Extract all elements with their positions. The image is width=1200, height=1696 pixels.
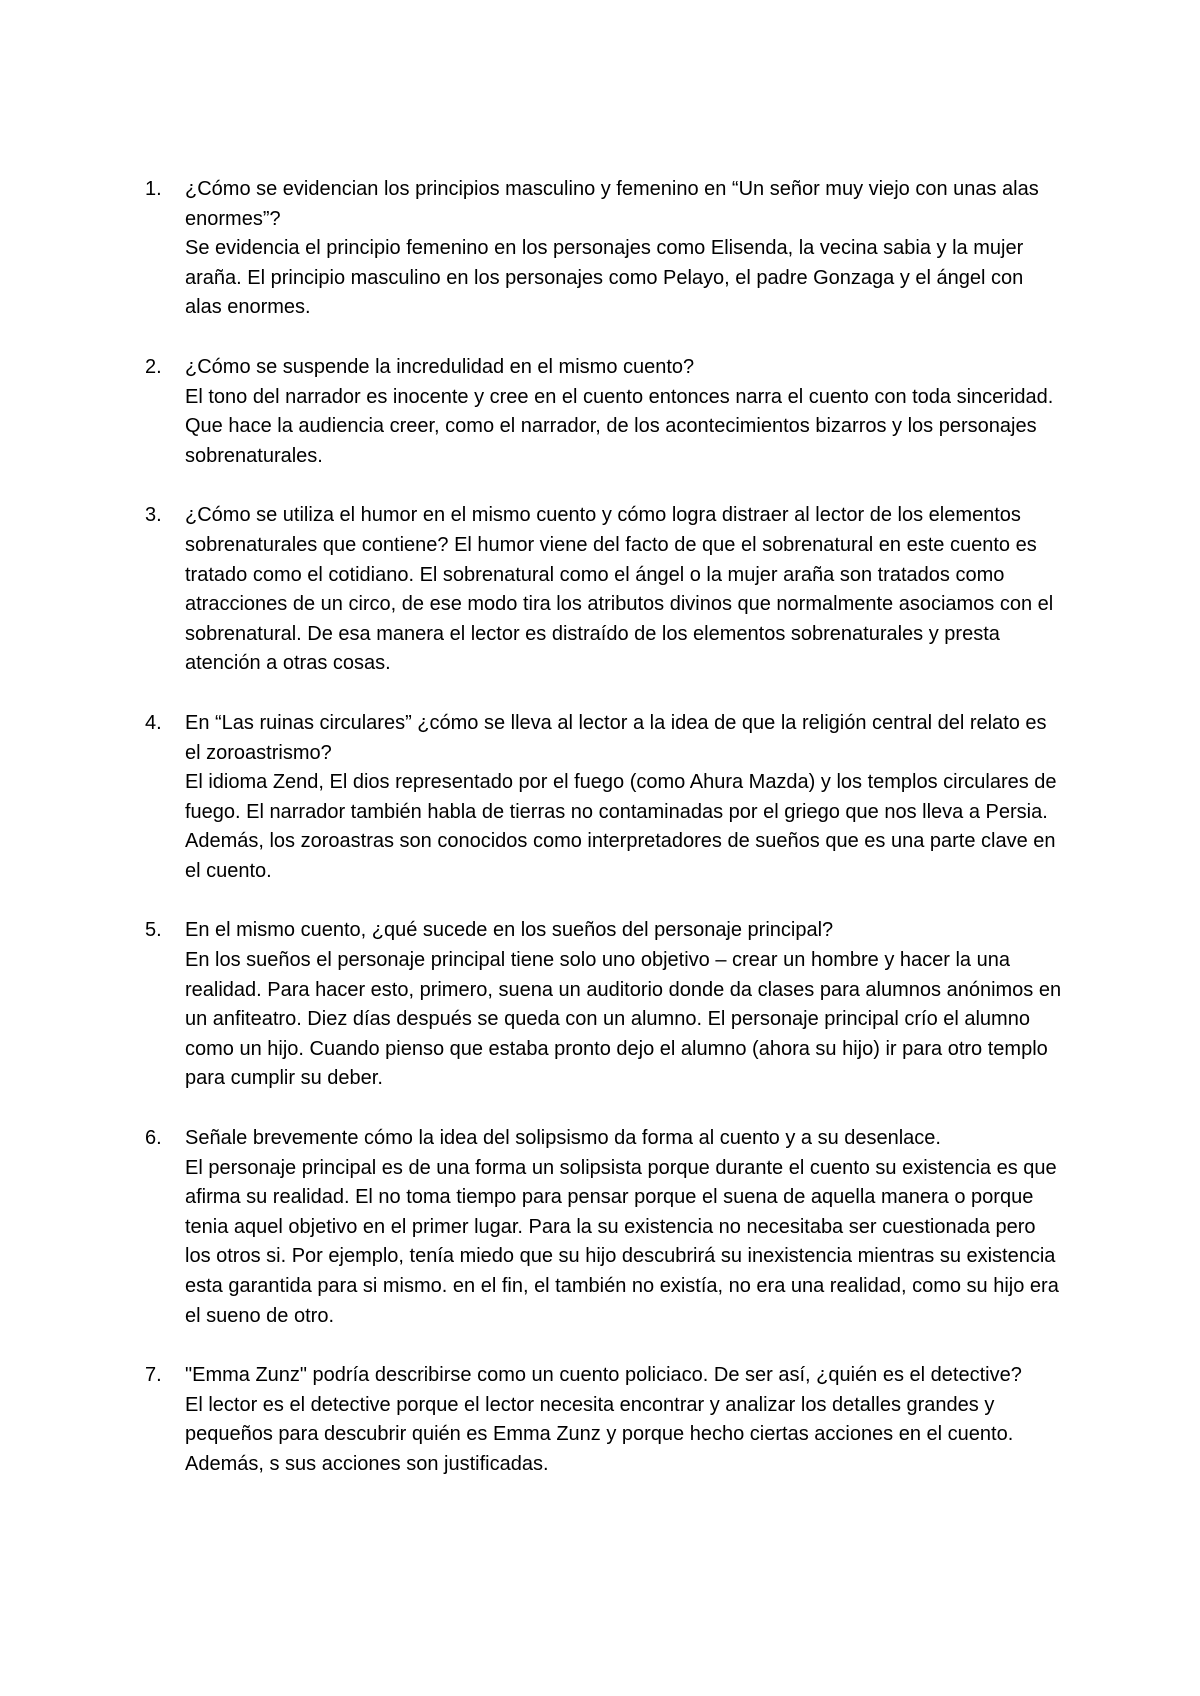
question-text: En el mismo cuento, ¿qué sucede en los sueños del personaje principal? xyxy=(185,919,834,942)
question-text: En “Las ruinas circulares” ¿cómo se lleva al lector a la idea de que la religión central del relato es el zoroastrismo? xyxy=(185,711,1047,764)
question-answer-list xyxy=(145,175,1065,1510)
list-item xyxy=(145,916,1065,1094)
question-text: ¿Cómo se evidencian los principios masculino y femenino en “Un señor muy viejo con unas alas enormes”? xyxy=(185,178,1039,230)
question-text: ¿Cómo se suspende la incredulidad en el mismo cuento? xyxy=(185,355,695,378)
item-number: 2. xyxy=(145,355,162,378)
answer-text: El lector es el detective porque el lector necesita encontrar y analizar los detalles grandes y pequeños para descubrir quién es Emma Zunz y porque hecho ciertas acciones en el cuento. Además, s sus acciones son justificadas. xyxy=(185,1393,1014,1475)
item-number: 1. xyxy=(145,178,162,200)
answer-text: En los sueños el personaje principal tiene solo uno objetivo – crear un hombre y hacer la una realidad. Para hacer esto, primero, suena un auditorio donde da clases para alumnos anónimos en un anfiteatro. Diez días después se queda con un alumno. El personaje principal crío el alumno como un hijo. Cuando pienso que estaba pronto dejo el alumno (ahora su hijo) ir para otro templo para cumplir su deber. xyxy=(185,949,1062,1090)
question-text: Señale brevemente cómo la idea del solipsismo da forma al cuento y a su desenlace. xyxy=(185,1127,941,1150)
item-number: 7. xyxy=(145,1364,162,1387)
answer-text: El personaje principal es de una forma un solipsista porque durante el cuento su existencia es que afirma su realidad. El no toma tiempo para pensar porque el suena de aquella manera o porque tenia aquel objetivo en el primer lugar. Para la su existencia no necesitaba ser cuestionada pero los otros si. Por ejemplo, tenía miedo que su hijo descubrirá su inexistencia mientras su existencia esta garantida para si mismo. en el fin, el también no existía, no era una realidad, como su hijo era el sueno de otro. xyxy=(185,1156,1059,1327)
question-answer-paragraph xyxy=(185,504,1053,674)
answer-text: Se evidencia el principio femenino en los personajes como Elisenda, la vecina sabia y la mujer araña. El principio masculino en los personajes como Pelayo, el padre Gonzaga y el ángel con alas enormes. xyxy=(185,237,1024,319)
list-item xyxy=(145,709,1065,887)
list-item xyxy=(145,1124,1065,1331)
list-item xyxy=(145,353,1065,471)
list-item xyxy=(145,175,1065,323)
item-number: 6. xyxy=(145,1127,162,1150)
answer-text: El humor viene del facto de que el sobrenatural en este cuento es tratado como el cotidiano. El sobrenatural como el ángel o la mujer araña son tratados como atracciones de un circo, de ese modo tira los atributos divinos que normalmente asociamos con el sobrenatural. De esa manera el lector es distraído de los elementos sobrenaturales y presta atención a otras cosas. xyxy=(185,533,1054,675)
answer-text: El tono del narrador es inocente y cree en el cuento entonces narra el cuento con toda sinceridad. Que hace la audiencia creer, como el narrador, de los acontecimientos bizarros y los personajes sobrenaturales. xyxy=(185,385,1054,467)
item-number: 5. xyxy=(145,919,162,942)
list-item xyxy=(145,1361,1065,1479)
item-number: 3. xyxy=(145,504,162,527)
question-text: ¿Cómo se utiliza el humor en el mismo cuento y cómo logra distraer al lector de los elementos sobrenaturales que contiene? xyxy=(185,504,1021,556)
item-number: 4. xyxy=(145,711,162,734)
question-text: "Emma Zunz" podría describirse como un cuento policiaco. De ser así, ¿quién es el detective? xyxy=(185,1364,1022,1387)
list-item xyxy=(145,501,1065,679)
answer-text: El idioma Zend, El dios representado por el fuego (como Ahura Mazda) y los templos circulares de fuego. El narrador también habla de tierras no contaminadas por el griego que nos lleva a Persia. Además, los zoroastras son conocidos como interpretadores de sueños que es una parte clave en el cuento. xyxy=(185,771,1057,882)
